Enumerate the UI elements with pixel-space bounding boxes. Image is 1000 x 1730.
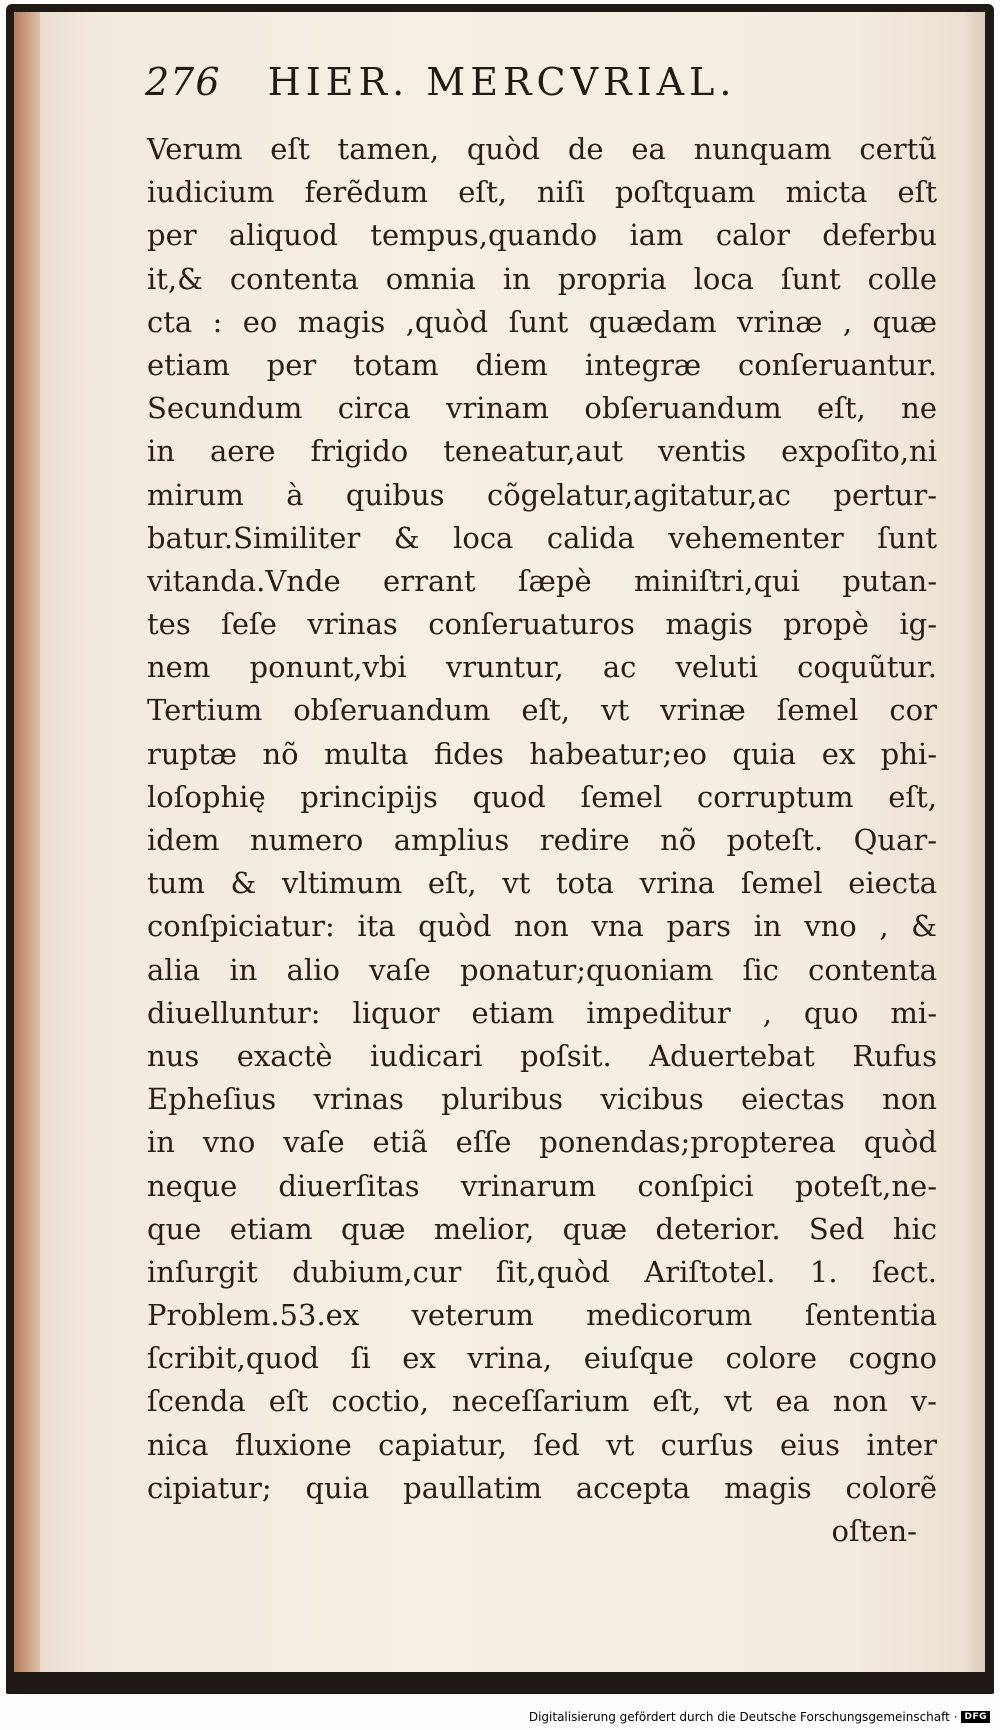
digitization-footer: [529, 1707, 990, 1727]
text-line: Tertium obſeruandum eſt, vt vrinæ ſemel cor: [147, 693, 937, 728]
text-line: nica fluxione capiatur, ſed vt curſus eius inter: [147, 1427, 937, 1462]
text-line: Verum eſt tamen, quòd de ea nunquam certũ: [147, 132, 937, 166]
text-line: tes ſeſe vrinas conſeruaturos magis propè ig-: [147, 607, 937, 642]
text-line: ſcribit,quod ſi ex vrina, eiuſque colore cogno: [147, 1341, 937, 1376]
text-line: etiam per totam diem integræ conſeruantur.: [147, 347, 937, 382]
text-line: neque diuerſitas vrinarum conſpici poteſt,ne-: [147, 1168, 937, 1203]
text-line: nus exactè iudicari poſsit. Aduertebat Rufus: [147, 1038, 937, 1073]
text-line: que etiam quæ melior, quæ deterior. Sed hic: [147, 1211, 937, 1246]
text-line: per aliquod tempus,quando iam calor deferbu: [147, 218, 937, 253]
text-line: ruptæ nõ multa fides habeatur;eo quia ex phi-: [147, 736, 937, 771]
text-line: conſpiciatur: ita quòd non vna pars in vno , &: [147, 909, 937, 944]
text-line: diuelluntur: liquor etiam impeditur , quo mi-: [147, 995, 937, 1030]
text-line: cipiatur; quia paullatim accepta magis colorẽ: [147, 1470, 937, 1505]
text-line: in aere frigido teneatur,aut ventis expoſito,ni: [147, 434, 937, 469]
running-head: [145, 60, 885, 120]
text-line: ſcenda eſt coctio, neceſſarium eſt, vt ea non v-: [147, 1384, 937, 1419]
text-line: vitanda.Vnde errant ſæpè miniſtri,qui putan-: [147, 563, 937, 598]
text-line: it,& contenta omnia in propria loca ſunt colle: [147, 261, 937, 296]
text-line: loſophię principijs quod ſemel corruptum eſt,: [147, 779, 937, 814]
text-line: idem numero amplius redire nõ poteſt. Quar-: [147, 823, 937, 857]
text-line: batur.Similiter & loca calida vehementer ſunt: [147, 520, 937, 555]
text-line: Secundum circa vrinam obſeruandum eſt, ne: [147, 391, 937, 426]
text-line: in vno vaſe etiã eſſe ponendas;propterea quòd: [147, 1125, 937, 1160]
text-line: iudicium ferẽdum eſt, niſi poſtquam micta eſt: [147, 175, 937, 210]
text-line: mirum à quibus cõgelatur,agitatur,ac pertur-: [147, 477, 937, 512]
text-line: Problem.53.ex veterum medicorum ſententia: [147, 1298, 937, 1333]
page-shadow-right: [963, 12, 985, 1672]
running-head-title: HIER. MERCVRIAL.: [267, 60, 737, 104]
text-line: tum & vltimum eſt, vt tota vrina ſemel eiecta: [147, 866, 937, 901]
body-text: [147, 128, 937, 1553]
text-line: cta : eo magis ,quòd ſunt quædam vrinæ , quæ: [147, 304, 937, 339]
page-number: 276: [145, 60, 221, 104]
text-line: nem ponunt,vbi vruntur, ac veluti coquũtur.: [147, 650, 937, 685]
dfg-logo-icon: DFG: [961, 1711, 990, 1723]
text-line: inſurgit dubium,cur ſit,quòd Ariſtotel. 1. ſect.: [147, 1254, 937, 1289]
text-line: alia in alio vaſe ponatur;quoniam ſic contenta: [147, 952, 937, 987]
text-line: Epheſius vrinas pluribus vicibus eiectas non: [147, 1082, 937, 1117]
text-line: oſten-: [831, 1514, 917, 1548]
footer-credit-text: Digitalisierung gefördert durch die Deutsche Forschungsgemeinschaft ·: [528, 1710, 958, 1724]
